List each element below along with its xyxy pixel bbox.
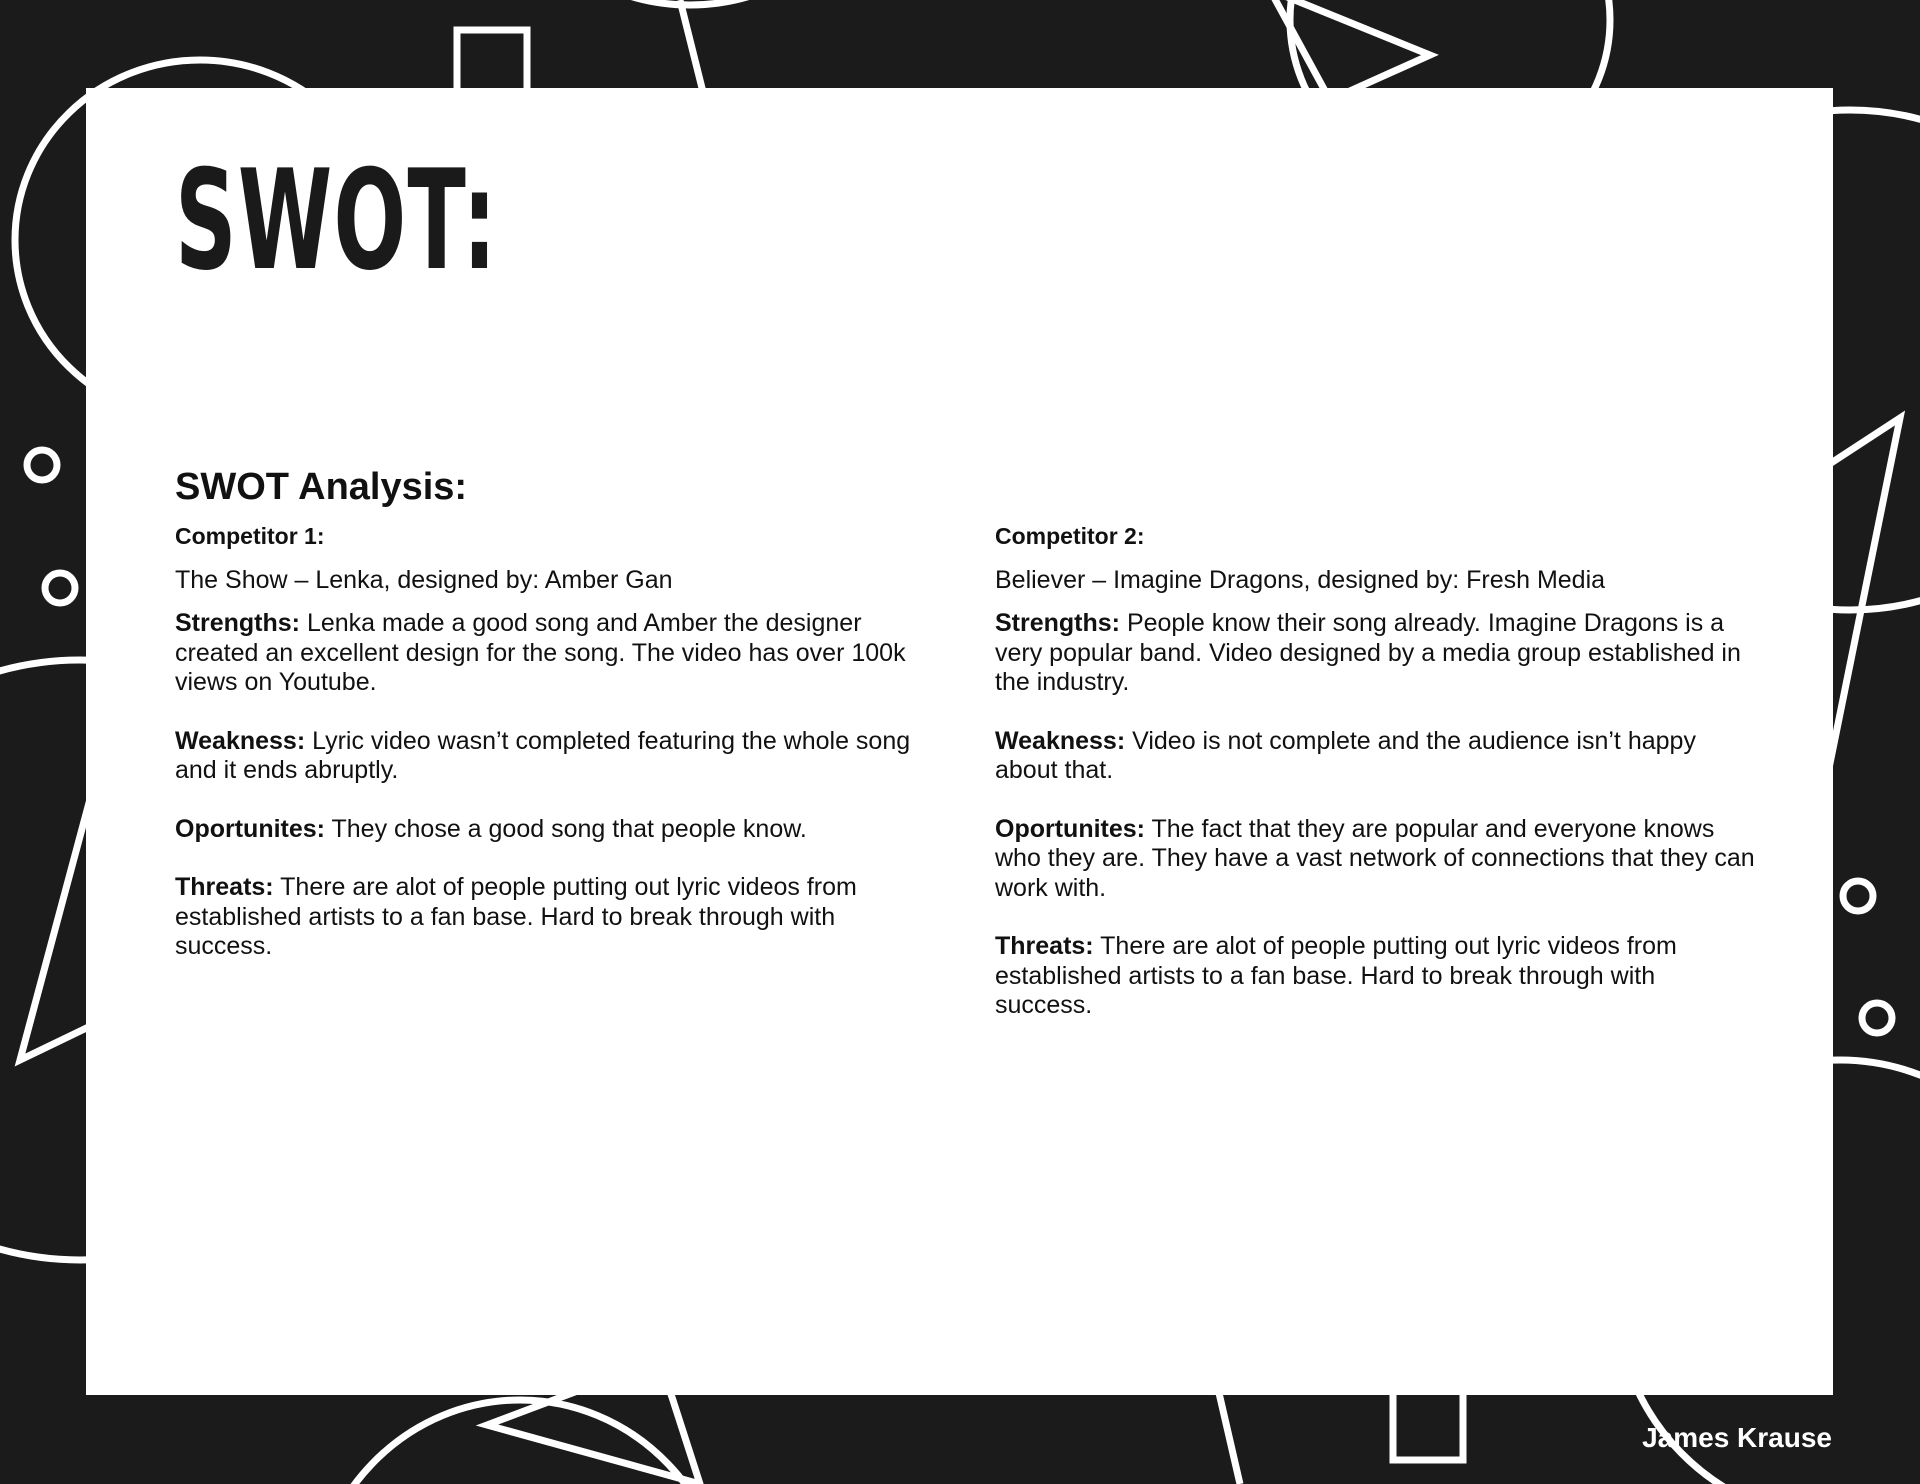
section-subtitle: SWOT Analysis: xyxy=(175,466,468,508)
weakness-paragraph xyxy=(995,727,1755,786)
opportunities-text: The fact that they are popular and everyone knows who they are. They have a vast network of connections that they can work with. xyxy=(995,814,1755,902)
opportunities-label: Oportunites: xyxy=(995,814,1145,843)
competitor-entry: Believer – Imagine Dragons, designed by: Fresh Media xyxy=(995,565,1606,594)
strengths-paragraph xyxy=(175,609,935,698)
deco-line-top xyxy=(680,0,703,92)
opportunities-paragraph xyxy=(175,815,935,845)
deco-ring-right-1 xyxy=(1843,881,1873,911)
competitor-heading: Competitor 1: xyxy=(175,523,325,549)
competitor-2-column xyxy=(995,522,1755,1050)
weakness-text: Lyric video wasn’t completed featuring the whole song and it ends abruptly. xyxy=(175,726,911,784)
strengths-text: People know their song already. Imagine Dragons is a very popular band. Video designed by a media group established in the industry. xyxy=(995,609,1741,696)
deco-line-bottom xyxy=(1216,1380,1240,1484)
strengths-label: Strengths: xyxy=(175,609,300,637)
threats-paragraph xyxy=(995,932,1755,1021)
deco-ring-right-2 xyxy=(1862,1003,1892,1033)
threats-label: Threats: xyxy=(995,932,1094,960)
opportunities-text: They chose a good song that people know. xyxy=(331,814,807,843)
competitor-heading: Competitor 2: xyxy=(995,523,1145,549)
threats-paragraph xyxy=(175,873,935,962)
deco-square-bottom xyxy=(1393,1390,1463,1460)
competitor-1-column xyxy=(175,522,935,991)
threats-text: There are alot of people putting out lyric videos from established artists to a fan base. Hard to break through with success. xyxy=(175,873,857,960)
threats-text: There are alot of people putting out lyric videos from established artists to a fan base. Hard to break through with success. xyxy=(995,932,1677,1019)
weakness-paragraph xyxy=(175,727,935,786)
weakness-label: Weakness: xyxy=(175,726,306,755)
strengths-paragraph xyxy=(995,609,1755,698)
strengths-text: Lenka made a good song and Amber the designer created an excellent design for the song. The video has over 100k views on Youtube. xyxy=(175,609,906,696)
opportunities-label: Oportunites: xyxy=(175,814,325,843)
deco-circle-top xyxy=(510,0,870,5)
deco-ring-left-1 xyxy=(27,450,57,480)
page-title: SWOT: xyxy=(175,140,498,301)
author-name: James Krause xyxy=(1642,1422,1832,1453)
competitor-entry: The Show – Lenka, designed by: Amber Gan xyxy=(175,565,673,594)
opportunities-paragraph xyxy=(995,815,1755,904)
deco-ring-left-2 xyxy=(45,573,75,603)
weakness-text: Video is not complete and the audience isn’t happy about that. xyxy=(995,726,1696,784)
weakness-label: Weakness: xyxy=(995,726,1126,755)
strengths-label: Strengths: xyxy=(995,609,1120,637)
threats-label: Threats: xyxy=(175,873,274,901)
